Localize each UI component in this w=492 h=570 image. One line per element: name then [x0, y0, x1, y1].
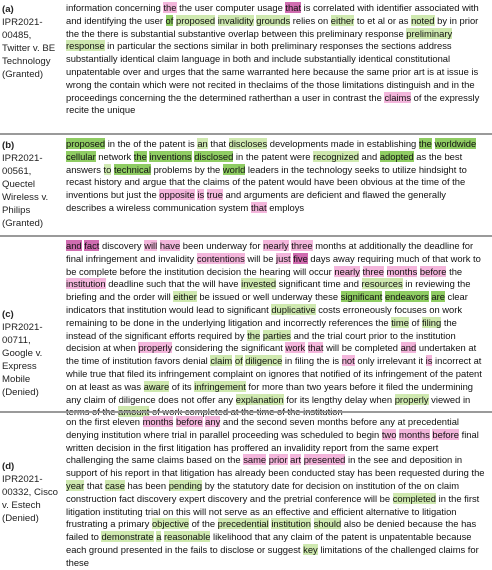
- highlighted-word: response: [66, 40, 105, 52]
- highlighted-word: that: [250, 201, 267, 213]
- highlighted-word: worldwide: [434, 138, 477, 149]
- highlighted-word: is: [425, 355, 433, 367]
- text-span: been underway for: [180, 240, 264, 251]
- highlighted-word: noted: [411, 14, 435, 26]
- highlighted-word: diligence: [245, 355, 283, 367]
- text-span: be issued or well underway these: [196, 291, 341, 303]
- highlighted-word: of: [165, 14, 174, 26]
- highlighted-word: fact: [84, 240, 100, 251]
- highlighted-word: proposed: [175, 14, 216, 26]
- highlighted-word: inventions: [149, 150, 192, 162]
- highlighted-word: work: [285, 342, 306, 354]
- text-span: in filing the is: [282, 355, 342, 367]
- text-span: in the first litigation instituting trial on this will not serve as an effective and efficient alternative to litigation frustrating a primary: [66, 492, 480, 530]
- text-span: developments made in establishing: [267, 138, 419, 149]
- highlighted-word: parties: [262, 329, 291, 341]
- text-span: limitations of the challenged claims for these: [66, 543, 479, 568]
- highlighted-word: world: [222, 163, 246, 175]
- highlighted-word: and: [400, 342, 417, 354]
- highlighted-word: filing: [421, 316, 442, 328]
- highlighted-word: institution: [66, 278, 106, 290]
- highlighted-word: the: [418, 138, 432, 149]
- highlighted-word: have: [159, 240, 181, 251]
- highlighted-word: time: [391, 316, 409, 328]
- text-span: likelihood that any claim of the patent is unpatentable because each ground presented in the fails to disclose or suggest: [66, 531, 472, 555]
- highlighted-word: reasonable: [164, 531, 211, 543]
- highlighted-word: the: [163, 2, 177, 13]
- text-span: of its: [169, 380, 195, 392]
- highlighted-word: pending: [168, 479, 203, 491]
- divider: [0, 133, 492, 135]
- highlighted-word: an: [197, 138, 208, 149]
- text-span: deadline such that the will have: [105, 278, 242, 290]
- highlighted-word: nearly: [334, 265, 360, 277]
- highlighted-word: duplicative: [271, 303, 316, 315]
- text-span: relies on: [290, 14, 331, 26]
- case-name: IPR2021-00332, Cisco v. Estech (Denied): [2, 474, 58, 524]
- case-label-d: [2, 460, 62, 525]
- text-span: that: [207, 138, 229, 149]
- text-span: problems by the: [150, 163, 223, 175]
- text-span: only irrelevant it: [354, 355, 426, 367]
- highlighted-word: the: [247, 329, 261, 341]
- case-text-c: [66, 240, 488, 419]
- highlighted-word: will: [144, 240, 158, 251]
- case-label-b: [2, 139, 62, 230]
- text-span: of the expressly recite the unique: [66, 91, 480, 116]
- highlighted-word: institution: [271, 518, 311, 530]
- highlighted-word: of: [234, 355, 243, 367]
- text-span: considering the significant: [172, 342, 286, 354]
- case-row-a: [0, 0, 492, 131]
- highlighted-word: preliminary: [406, 27, 453, 39]
- highlighted-word: aware: [143, 380, 170, 392]
- highlighted-word: disclosed: [194, 150, 234, 162]
- text-span: and the trial court prior to the institution decision at when: [66, 329, 456, 354]
- highlighted-word: true: [206, 189, 223, 201]
- highlighted-word: not: [341, 355, 355, 367]
- text-span: that: [84, 479, 106, 491]
- highlighted-word: endeavors: [384, 291, 429, 303]
- highlighted-word: that: [285, 2, 302, 13]
- highlighted-word: claim: [210, 355, 233, 367]
- text-span: the: [446, 265, 463, 277]
- text-span: months at additionally the deadline for final infringement and invalidity: [66, 240, 474, 264]
- highlighted-word: claims: [384, 91, 412, 103]
- text-span: of: [408, 316, 422, 328]
- text-span: as the best answers: [66, 150, 463, 175]
- highlighted-word: proposed: [66, 138, 106, 149]
- highlighted-word: two: [381, 428, 397, 440]
- text-span: in the patent were: [233, 150, 314, 162]
- highlighted-word: contentions: [196, 252, 245, 264]
- highlighted-word: completed: [392, 492, 436, 504]
- case-name: IPR2021-00711, Google v. Express Mobile (Denied): [2, 322, 43, 398]
- highlighted-word: and: [66, 240, 82, 251]
- text-span: is correlated with identifier associated with and identifying the user: [66, 2, 479, 26]
- case-row-c: [0, 238, 492, 410]
- highlighted-word: same: [243, 454, 267, 466]
- text-span: to et al or as: [354, 14, 412, 26]
- text-span: and arguments are deficient and flawed the generally describes a wireless communication system: [66, 189, 446, 213]
- text-span: days away requiring much of that work to be complete before the institution decision the hearing will occur: [66, 252, 481, 277]
- case-tag: (d): [2, 461, 15, 472]
- highlighted-word: adopted: [379, 150, 414, 162]
- text-span: employs: [266, 201, 305, 213]
- text-span: will be: [244, 252, 277, 264]
- highlighted-word: cellular: [66, 150, 96, 162]
- case-row-b: [0, 136, 492, 232]
- text-span: in particular the sections similar in both preliminary responses the sections address substantially identical claim language in both and include substantially identical constitutional unpatentable over and urges that the same warranted here because the same prior art is at issue is wrong the contain which were not recited in theclaims of the those limitations distinguish and in the proceedings concerning the the determined ratherthan a user in contrast the: [66, 40, 479, 103]
- case-tag: (b): [2, 140, 15, 151]
- highlighted-word: months: [386, 265, 418, 277]
- text-span: final written decision in the first litigation has proffered an invalidity report from the same expert challenging the same claims based on the: [66, 428, 479, 466]
- case-text-d: [66, 416, 488, 570]
- highlighted-word: precedential: [217, 518, 269, 530]
- highlighted-word: three: [291, 240, 313, 251]
- text-span: by the statutory date for decision on institution of the on claim construction fact discovery expert discovery and the pretrial conference will be: [66, 479, 460, 504]
- case-label-c: [2, 308, 62, 399]
- divider: [0, 411, 492, 413]
- highlighted-word: before: [419, 265, 447, 277]
- case-tag: (a): [2, 4, 14, 15]
- text-span: also be denied because the has failed to: [66, 518, 477, 543]
- highlighted-word: months: [142, 416, 174, 427]
- highlighted-word: key: [303, 543, 318, 555]
- text-span: the user computer usage: [176, 2, 286, 13]
- highlighted-word: case: [105, 479, 125, 491]
- highlighted-word: invested: [241, 278, 277, 290]
- highlighted-word: should: [313, 518, 342, 530]
- highlighted-word: that: [307, 342, 324, 354]
- highlighted-word: to: [103, 163, 112, 175]
- text-span: leaders in the technology seeks to utilize hindsight to recast history and argue that the claims of the patent would have been obvious at the time of the inventions but just the: [66, 163, 467, 201]
- highlighted-word: discloses: [228, 138, 268, 149]
- highlighted-word: before: [432, 428, 459, 440]
- highlighted-word: art: [290, 454, 302, 466]
- case-label-a: [2, 3, 62, 81]
- highlighted-word: presented: [303, 454, 346, 466]
- highlighted-word: explanation: [235, 393, 284, 405]
- text-span: in reviewing the briefing and the order will: [66, 278, 471, 303]
- highlighted-word: is: [197, 189, 205, 201]
- text-span: on the first eleven: [66, 416, 143, 427]
- case-tag: (c): [2, 309, 14, 320]
- highlighted-word: just: [276, 252, 291, 264]
- text-span: discovery: [99, 240, 145, 251]
- text-span: in the of the patent is: [105, 138, 198, 149]
- text-span: information concerning: [66, 2, 164, 13]
- text-span: of the: [188, 518, 218, 530]
- highlighted-word: significant: [340, 291, 383, 303]
- highlighted-word: three: [362, 265, 384, 277]
- highlighted-word: before: [175, 416, 203, 427]
- text-span: undertaken at the time of institution favors denial: [66, 342, 477, 367]
- text-span: and: [358, 150, 380, 162]
- highlighted-word: grounds: [256, 14, 291, 26]
- highlighted-word: resources: [361, 278, 403, 290]
- text-span: network: [95, 150, 134, 162]
- text-span: viewed in: [431, 393, 471, 405]
- text-span: significant time and: [276, 278, 362, 290]
- highlighted-word: months: [399, 428, 430, 440]
- text-span: clear indicators that institution would lead to significant: [66, 291, 468, 315]
- highlighted-word: either: [330, 14, 355, 26]
- case-name: IPR2021-00561, Quectel Wireless v. Philips (Granted): [2, 153, 49, 229]
- highlighted-word: opposite: [159, 189, 195, 201]
- case-row-d: [0, 414, 492, 568]
- highlighted-word: properly: [394, 393, 429, 405]
- text-span: will be completed: [323, 342, 401, 354]
- highlighted-word: are: [431, 291, 445, 303]
- case-text-a: [66, 2, 488, 117]
- text-span: for its lengthy delay when: [283, 393, 395, 405]
- highlighted-word: properly: [138, 342, 173, 354]
- highlighted-word: infringement: [194, 380, 246, 392]
- highlighted-word: either: [173, 291, 197, 303]
- text-span: in the see and deposition in support of his report in that litigation has already been conducted stay has been requested during the: [66, 454, 485, 479]
- text-span: and the second seven months before any at precedential denying institution where trial in parallel proceeding was scheduled to begin: [66, 416, 459, 440]
- text-span: costs erroneously focuses on work remaining to be done in the underlying litigation and incorrectly references the: [66, 303, 463, 328]
- highlighted-word: recognized: [313, 150, 359, 162]
- highlighted-word: objective: [151, 518, 189, 530]
- highlighted-word: demonstrate: [101, 531, 154, 543]
- divider: [0, 235, 492, 237]
- highlighted-word: technical: [113, 163, 151, 175]
- highlighted-word: five: [293, 252, 308, 264]
- highlighted-word: a: [156, 531, 162, 543]
- text-span: has been: [124, 479, 169, 491]
- highlighted-word: year: [66, 479, 85, 491]
- highlighted-word: nearly: [263, 240, 289, 251]
- highlighted-word: the: [133, 150, 147, 162]
- case-text-b: [66, 138, 488, 215]
- highlighted-word: invalidity: [217, 14, 254, 26]
- text-span: by in prior the the there is substantial substantive overlap between this preliminary response: [66, 14, 479, 39]
- text-span: incorrect at while true that filed its infringement complaint on ignores that notified of its infringement of the patent on at least as was: [66, 355, 482, 392]
- case-name: IPR2021-00485, Twitter v. BE Technology (Granted): [2, 17, 56, 80]
- highlighted-word: any: [205, 416, 221, 427]
- highlighted-word: prior: [268, 454, 288, 466]
- text-span: for more than two years before it filed the undermining any claim of diligence does not offer any: [66, 380, 474, 405]
- text-span: the instead of the significant efforts required by: [66, 316, 457, 341]
